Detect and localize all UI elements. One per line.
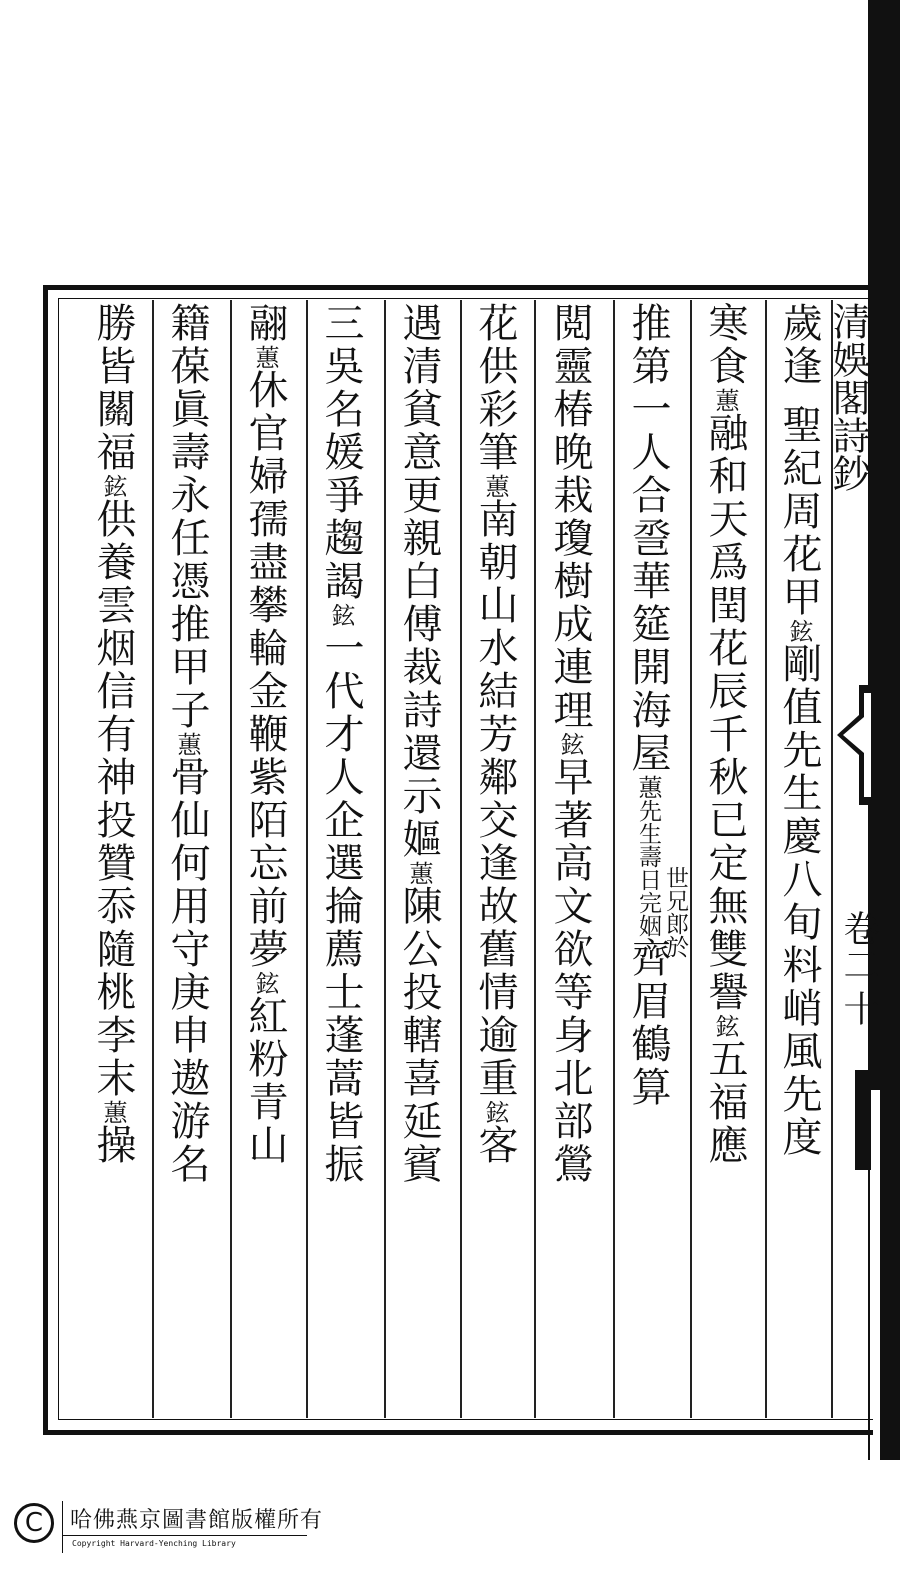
verse-text: 供養雲烟信有神投贊忝隨桃李末 bbox=[90, 498, 136, 1100]
stamp-divider bbox=[62, 1501, 63, 1553]
verse-text bbox=[776, 388, 822, 404]
verse-text: 寒食 bbox=[702, 302, 748, 388]
verse-text: 翮 bbox=[242, 302, 288, 345]
author-mark: 鉉 bbox=[556, 732, 584, 756]
page-number: 十 bbox=[838, 990, 879, 1026]
verse-text: 閲靈椿晚栽瓊樹成連理 bbox=[547, 302, 593, 732]
verse-text: 勝皆關福 bbox=[90, 302, 136, 474]
author-mark: 蕙 bbox=[99, 1100, 127, 1124]
verse-text: 齊眉鶴算 bbox=[625, 937, 671, 1109]
verse-text: 南朝山水結芳鄰交逢故舊情逾重 bbox=[472, 498, 518, 1100]
copyright-stamp bbox=[0, 1495, 324, 1557]
banxin-center-column bbox=[826, 300, 879, 1418]
fish-tail-mark bbox=[831, 685, 871, 805]
verse-text: 三吳名媛爭趨謁 bbox=[318, 302, 364, 603]
text-column-3-note bbox=[660, 866, 690, 958]
author-mark: 鉉 bbox=[251, 971, 279, 995]
verse-text: 一代才人企選掄薦士蓬蒿皆振 bbox=[318, 627, 364, 1186]
author-mark: 蕙 bbox=[251, 345, 279, 369]
ink-block bbox=[855, 1070, 871, 1170]
author-mark: 鉉 bbox=[711, 1014, 739, 1038]
stamp-underline bbox=[62, 1535, 307, 1536]
verse-text: 聖紀周花甲 bbox=[776, 403, 822, 619]
text-column-8 bbox=[232, 302, 298, 1167]
verse-text: 陳公投轄喜延賓 bbox=[396, 885, 442, 1186]
annotation-text: 先生壽日完姻 bbox=[635, 799, 661, 937]
copyright-icon: C bbox=[14, 1503, 54, 1543]
verse-text: 融和天爲閏花辰千秋已定無雙譽 bbox=[702, 412, 748, 1014]
copyright-text-cn: 哈佛燕京圖書館版權所有 bbox=[70, 1508, 324, 1533]
verse-text: 操 bbox=[90, 1124, 136, 1167]
author-mark: 蕙 bbox=[173, 732, 201, 756]
text-column-9 bbox=[154, 302, 220, 1186]
text-column-5 bbox=[462, 302, 528, 1167]
author-mark: 鉉 bbox=[481, 1100, 509, 1124]
verse-text: 五福應 bbox=[702, 1038, 748, 1167]
text-column-10 bbox=[80, 302, 146, 1167]
verse-text: 剛值先生慶八旬料峭風先度 bbox=[776, 642, 822, 1159]
verse-text: 花供彩筆 bbox=[472, 302, 518, 474]
author-mark: 蕙 bbox=[481, 474, 509, 498]
verse-text: 籍葆眞壽永任憑推甲子 bbox=[164, 302, 210, 732]
verse-text: 客 bbox=[472, 1124, 518, 1167]
verse-text: 紅粉青山 bbox=[242, 995, 288, 1167]
book-title: 清娛閣詩鈔 bbox=[826, 302, 870, 492]
text-column-4 bbox=[537, 302, 603, 1186]
author-mark: 蕙 bbox=[634, 775, 662, 799]
verse-text: 推第一人合巹華筵開海屋 bbox=[625, 302, 671, 775]
author-mark: 鉉 bbox=[785, 618, 813, 643]
author-mark: 蕙 bbox=[711, 388, 739, 412]
author-mark: 鉉 bbox=[327, 603, 355, 627]
juan-label: 卷二 bbox=[838, 910, 879, 982]
copyright-text-en: Copyright Harvard-Yenching Library bbox=[72, 1539, 236, 1548]
text-column-7 bbox=[308, 302, 374, 1186]
annotation-text: 世兄郎於 bbox=[662, 866, 688, 958]
column-rule bbox=[534, 300, 536, 1418]
text-column-6 bbox=[386, 302, 452, 1186]
text-column-1 bbox=[766, 302, 832, 1159]
verse-text: 早著高文欲等身北部鶯 bbox=[547, 756, 593, 1186]
text-column-2 bbox=[692, 302, 758, 1167]
author-mark: 蕙 bbox=[405, 861, 433, 885]
verse-text: 休官婦孺盡攀輪金鞭紫陌忘前夢 bbox=[242, 369, 288, 971]
verse-text: 遇清貧意更親白傅裁詩還示嫗 bbox=[396, 302, 442, 861]
author-mark: 鉉 bbox=[99, 474, 127, 498]
verse-text: 歲逢 bbox=[776, 302, 822, 388]
text-column-3 bbox=[615, 302, 681, 1109]
verse-text: 骨仙何用守庚申遨游名 bbox=[164, 756, 210, 1186]
